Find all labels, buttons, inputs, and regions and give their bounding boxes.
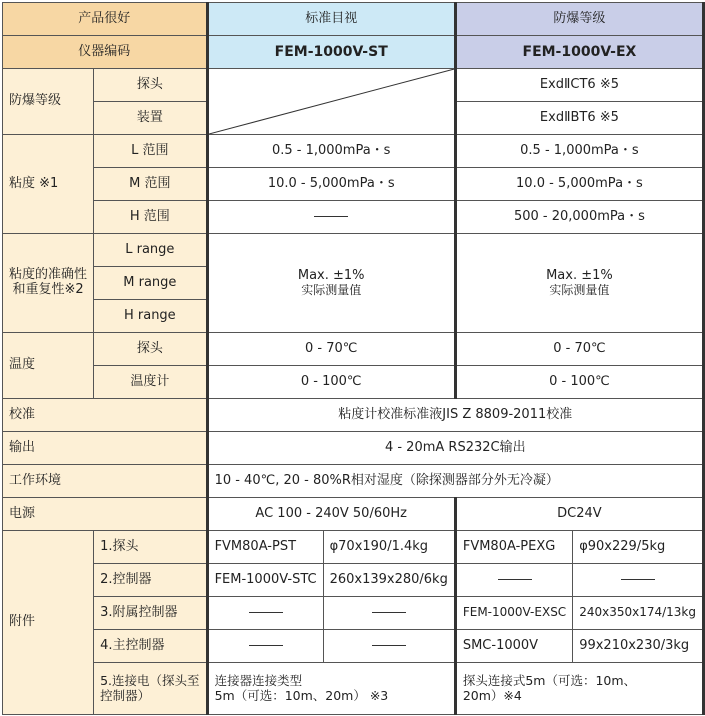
accuracy-ex-value	[455, 234, 703, 333]
explosion-label: 防爆等级	[3, 69, 94, 135]
accuracy-ex-line1: Max. ±1%	[546, 267, 613, 283]
temperature-probe-std: 0 - 70℃	[207, 333, 455, 366]
accessory-cable-std-line1: 连接器连接类型	[214, 673, 303, 689]
accessory-controller-std-spec: 260x139x280/6kg	[323, 564, 455, 597]
std-model-code: FEM-1000V-ST	[207, 36, 455, 69]
viscosity-row	[3, 201, 704, 234]
dash-mark	[249, 612, 283, 613]
viscosity-std-value: 0.5 - 1,000mPa・s	[207, 135, 455, 168]
calibration-row	[3, 399, 704, 432]
accessory-probe-ex-model: FVM80A-PEXG	[455, 531, 572, 564]
accessory-probe-label: 1.探头	[94, 531, 207, 564]
accuracy-std-line1: Max. ±1%	[297, 267, 365, 283]
temperature-row-meter	[3, 366, 704, 399]
code-label: 仪器编码	[3, 36, 208, 69]
explosion-probe-label: 探头	[94, 69, 207, 102]
viscosity-range-label: L 范围	[94, 135, 207, 168]
output-row	[3, 432, 704, 465]
temperature-meter-ex: 0 - 100℃	[455, 366, 703, 399]
accuracy-range-label: H range	[94, 300, 207, 333]
dash-mark	[314, 216, 348, 217]
accuracy-label-line1: 粘度的准确性	[9, 267, 88, 283]
accessory-aux-ex-model: FEM-1000V-EXSC	[455, 597, 572, 630]
temperature-meter-label: 温度计	[94, 366, 207, 399]
viscosity-range-label: M 范围	[94, 168, 207, 201]
viscosity-ex-value: 500 - 20,000mPa・s	[455, 201, 703, 234]
diagonal-line	[209, 69, 454, 134]
spec-table	[2, 2, 705, 715]
accessory-main-ex-model: SMC-1000V	[455, 630, 572, 663]
accessory-controller-ex-model-empty	[455, 564, 572, 597]
explosion-probe-ex: ExdⅡCT6 ※5	[455, 69, 703, 102]
viscosity-ex-value: 10.0 - 5,000mPa・s	[455, 168, 703, 201]
accessory-controller-ex-spec-empty	[573, 564, 704, 597]
accuracy-range-label: L range	[94, 234, 207, 267]
accessory-aux-std-spec-empty	[323, 597, 455, 630]
environment-label: 工作环境	[3, 465, 208, 498]
accessory-probe-row	[3, 531, 704, 564]
accessory-aux-std-model-empty	[207, 597, 323, 630]
accessory-probe-std-model: FVM80A-PST	[207, 531, 323, 564]
output-value: 4 - 20mA RS232C输出	[207, 432, 703, 465]
accuracy-range-label: M range	[94, 267, 207, 300]
accuracy-label-line2: 和重复性※2	[12, 282, 84, 297]
accessory-cable-ex	[455, 663, 703, 715]
accessory-main-std-model-empty	[207, 630, 323, 663]
accessory-controller-std-model: FEM-1000V-STC	[207, 564, 323, 597]
accessories-label: 附件	[3, 531, 94, 715]
accessory-main-ex-spec: 99x210x230/3kg	[573, 630, 704, 663]
accuracy-row	[3, 234, 704, 267]
explosion-device-ex: ExdⅡBT6 ※5	[455, 102, 703, 135]
accuracy-ex-line2: 实际测量值	[549, 282, 610, 297]
power-label: 电源	[3, 498, 208, 531]
temperature-meter-std: 0 - 100℃	[207, 366, 455, 399]
viscosity-row	[3, 168, 704, 201]
accessory-main-controller-label: 4.主控制器	[94, 630, 207, 663]
product-label: 产品很好	[3, 3, 208, 36]
viscosity-std-value-empty	[207, 201, 455, 234]
accessory-controller-row	[3, 564, 704, 597]
not-applicable-cell	[207, 69, 455, 135]
dash-mark	[372, 612, 406, 613]
explosion-row-probe	[3, 69, 704, 102]
accessory-cable-label	[94, 663, 207, 715]
accuracy-std-value	[207, 234, 455, 333]
dash-mark	[621, 579, 655, 580]
viscosity-ex-value: 0.5 - 1,000mPa・s	[455, 135, 703, 168]
accessory-aux-ex-spec: 240x350x174/13kg	[573, 597, 704, 630]
ex-column-header: 防爆等级	[455, 3, 703, 36]
output-label: 输出	[3, 432, 208, 465]
accessory-cable-label-line1: 5.连接电（探头至	[100, 673, 200, 689]
calibration-value: 粘度计校准标准液JIS Z 8809-2011校准	[207, 399, 703, 432]
accuracy-label	[3, 234, 94, 333]
power-row	[3, 498, 704, 531]
temperature-label: 温度	[3, 333, 94, 399]
calibration-label: 校准	[3, 399, 208, 432]
accessory-cable-row	[3, 663, 704, 715]
temperature-probe-ex: 0 - 70℃	[455, 333, 703, 366]
power-ex: DC24V	[455, 498, 703, 531]
environment-value: 10 - 40℃, 20 - 80%R相对湿度（除探测器部分外无冷凝）	[207, 465, 703, 498]
environment-row	[3, 465, 704, 498]
accessory-main-std-spec-empty	[323, 630, 455, 663]
viscosity-row	[3, 135, 704, 168]
accessory-probe-ex-spec: φ90x229/5kg	[573, 531, 704, 564]
power-std: AC 100 - 240V 50/60Hz	[207, 498, 455, 531]
std-column-header: 标准目视	[207, 3, 455, 36]
ex-model-code: FEM-1000V-EX	[455, 36, 703, 69]
accessory-cable-ex-line1: 探头连接式5m（可选：10m、	[462, 673, 637, 689]
dash-mark	[249, 645, 283, 646]
accessory-cable-std-line2: 5m（可选：10m、20m） ※3	[214, 687, 389, 703]
viscosity-label: 粘度 ※1	[3, 135, 94, 234]
viscosity-std-value: 10.0 - 5,000mPa・s	[207, 168, 455, 201]
accessory-aux-controller-label: 3.附属控制器	[94, 597, 207, 630]
header-row	[3, 3, 704, 36]
temperature-probe-label: 探头	[94, 333, 207, 366]
viscosity-range-label: H 范围	[94, 201, 207, 234]
accessory-controller-label: 2.控制器	[94, 564, 207, 597]
accessory-cable-std	[207, 663, 455, 715]
accessory-aux-controller-row	[3, 597, 704, 630]
accessory-cable-label-line2: 控制器）	[100, 687, 151, 703]
accessory-cable-ex-line2: 20m）※4	[462, 687, 522, 703]
temperature-row-probe	[3, 333, 704, 366]
accessory-main-controller-row	[3, 630, 704, 663]
accuracy-std-line2: 实际测量值	[301, 282, 362, 297]
code-row	[3, 36, 704, 69]
accessory-probe-std-spec: φ70x190/1.4kg	[323, 531, 455, 564]
dash-mark	[372, 645, 406, 646]
explosion-device-label: 装置	[94, 102, 207, 135]
dash-mark	[498, 579, 532, 580]
